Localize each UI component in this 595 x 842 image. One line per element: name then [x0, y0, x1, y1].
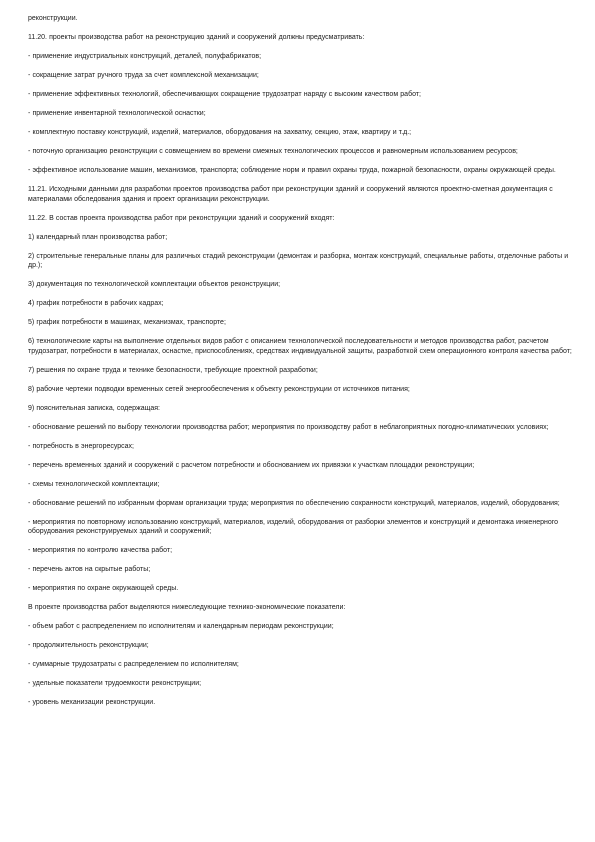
numbered-item: 8) рабочие чертежи подводки временных сетей энергообеспечения к объекту реконструкции от источников питания; — [28, 385, 410, 393]
list-item: - уровень механизации реконструкции. — [28, 699, 156, 706]
clause-11-21: 11.21. Исходными данными для разработки проектов производства работ при реконструкции зданий и сооружений являются проектно-сметная документация с материалами обследования здания и проект организации реконструкции. — [28, 186, 553, 203]
indicators-intro: В проекте производства работ выделяются нижеследующие технико-экономические показатели: — [28, 604, 346, 611]
clause-11-22: 11.22. В состав проекта производства работ при реконструкции зданий и сооружений входят: — [28, 214, 335, 222]
numbered-item: 6) технологические карты на выполнение отдельных видов работ с описанием технологической последовательности и методов производства работ, расчетом трудозатрат, потребности в материалах, оснастке, приспособлениях, средствах индивидуальной защиты, разработкой схем операционного контроля качества работ; — [28, 338, 572, 355]
list-item: - перечень временных зданий и сооружений с расчетом потребности и обоснованием их привязки к участкам площадки реконструкции; — [28, 461, 475, 469]
list-item: - перечень актов на скрытые работы; — [28, 566, 151, 573]
clause-11-20: 11.20. проекты производства работ на реконструкцию зданий и сооружений должны предусматривать: — [28, 34, 365, 41]
numbered-item: 1) календарный план производства работ; — [28, 233, 168, 241]
numbered-item: 3) документация по технологической комплектации объектов реконструкции; — [28, 281, 281, 288]
numbered-item: 9) пояснительная записка, содержащая: — [28, 404, 160, 412]
list-item: - обоснование решений по выбору технологии производства работ; мероприятия по производству работ в неблагоприятных погодно-климатических условиях; — [28, 423, 549, 431]
list-item: - схемы технологической комплектации; — [28, 480, 160, 488]
list-item: - обоснование решений по избранным формам организации труда; мероприятия по обеспечению сохранности конструкций, материалов, изделий, оборудования; — [28, 499, 560, 507]
list-item: - применение индустриальных конструкций, деталей, полуфабрикатов; — [28, 53, 262, 60]
document-page — [28, 14, 576, 717]
list-item: - мероприятия по повторному использованию конструкций, материалов, изделий, оборудования от разборки элементов и конструкций и демонтажа инженерного оборудования реконструируемых зданий и сооружений; — [28, 518, 559, 535]
numbered-item: 4) график потребности в рабочих кадрах; — [28, 300, 164, 307]
list-item: - удельные показатели трудоемкости реконструкции; — [28, 680, 202, 687]
list-item: - применение инвентарной технологической оснастки; — [28, 110, 206, 117]
numbered-item: 2) строительные генеральные планы для различных стадий реконструкции (демонтаж и разборка, монтаж конструкций, специальные работы, отделочные работы и др.); — [28, 252, 569, 269]
list-item: - эффективное использование машин, механизмов, транспорта; соблюдение норм и правил охраны труда, пожарной безопасности, охраны окружающей среды. — [28, 167, 556, 174]
list-item: - суммарные трудозатраты с распределением по исполнителям; — [28, 661, 239, 668]
list-item: - применение эффективных технологий, обеспечивающих сокращение трудозатрат наряду с высоким качеством работ; — [28, 91, 421, 98]
list-item: - комплектную поставку конструкций, изделий, материалов, оборудования на захватку, секцию, этаж, квартиру и т.д.; — [28, 129, 412, 136]
list-item: - мероприятия по охране окружающей среды. — [28, 585, 179, 592]
numbered-item: 5) график потребности в машинах, механизмах, транспорте; — [28, 319, 226, 326]
list-item: - мероприятия по контролю качества работ; — [28, 547, 173, 554]
numbered-item: 7) решения по охране труда и технике безопасности, требующие проектной разработки; — [28, 366, 318, 374]
list-item: - сокращение затрат ручного труда за счет комплексной механизации; — [28, 72, 259, 79]
list-item: - потребность в энергоресурсах; — [28, 442, 135, 450]
paragraph-continuation: реконструкции. — [28, 15, 78, 22]
list-item: - объем работ с распределением по исполнителям и календарным периодам реконструкции; — [28, 623, 334, 630]
list-item: - поточную организацию реконструкции с совмещением во времени смежных технологических процессов и равномерным использованием ресурсов; — [28, 148, 518, 155]
list-item: - продолжительность реконструкции; — [28, 642, 149, 649]
